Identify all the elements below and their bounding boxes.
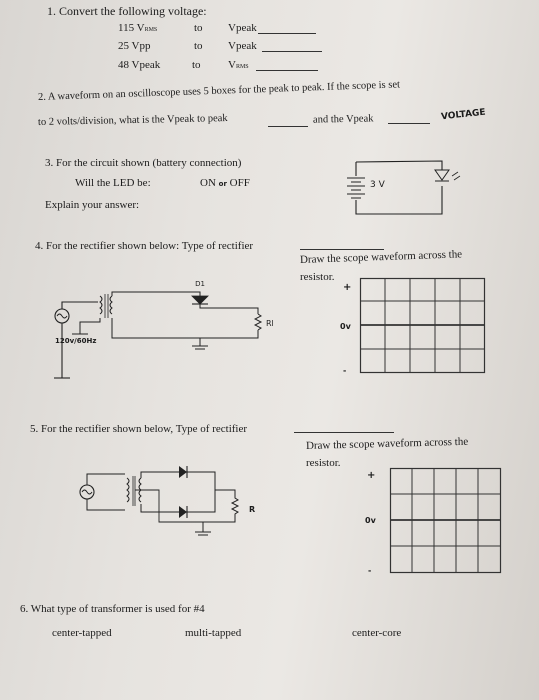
q3-line2: Will the LED be: (75, 177, 151, 189)
q5-minus-label: - (368, 566, 372, 575)
q6-line1: 6. What type of transformer is used for #4 (20, 603, 205, 615)
q4-scope-title-2: resistor. (300, 271, 335, 283)
q5-rectifier-circuit (75, 460, 275, 560)
q5-resistor-label: R (249, 505, 256, 514)
q3-circuit-diagram (338, 148, 478, 228)
q4-type-blank[interactable] (300, 249, 384, 250)
q2-line1: 2. A waveform on an oscilloscope uses 5 boxes for the peak to peak. If the scope is set (37, 79, 401, 103)
q3-line1: 3. For the circuit shown (battery connection) (45, 157, 242, 169)
q1-row3-to: to (192, 59, 201, 71)
q4-plus-label: + (343, 282, 352, 293)
q5-plus-label: + (367, 470, 376, 481)
q1-row1-blank[interactable] (258, 33, 316, 34)
q3-on-option[interactable]: ON or OFF (200, 177, 250, 189)
q3-battery-label: 3 V (370, 180, 385, 190)
q5-line1: 5. For the rectifier shown below, Type of rectifier (30, 423, 248, 435)
q4-scope-title-1: Draw the scope waveform across the (299, 248, 463, 266)
q2-handwritten-note: VOLTAGE (440, 107, 487, 123)
q6-option-center-tapped[interactable]: center-tapped (52, 627, 112, 639)
q4-source-label: 120v/60Hz (55, 337, 97, 345)
q6-option-center-core[interactable]: center-core (352, 627, 402, 639)
q4-line1: 4. For the rectifier shown below: Type of rectifier (35, 240, 254, 252)
q4-zero-label: 0v (340, 322, 351, 331)
q1-row2-to: to (194, 40, 203, 52)
q1-title: 1. Convert the following voltage: (47, 4, 207, 18)
q2-line2-b: and the Vpeak (312, 113, 374, 126)
q1-row1-target: Vpeak (228, 22, 257, 34)
q1-row3-target: VRMS (228, 59, 249, 71)
q1-row2-target: Vpeak (228, 40, 257, 52)
q2-vpeak-blank[interactable] (388, 123, 430, 124)
q3-line3: Explain your answer: (45, 199, 140, 211)
q1-row2-blank[interactable] (262, 51, 322, 52)
q1-row1-from: 115 VRMS (118, 22, 158, 34)
q5-scope-title-2: resistor. (306, 457, 341, 469)
q4-rectifier-circuit (40, 278, 300, 388)
q4-scope-grid[interactable] (360, 278, 486, 374)
q1-row3-from: 48 Vpeak (118, 59, 161, 71)
q5-zero-label: 0v (365, 516, 376, 525)
svg-text:D1: D1 (195, 280, 205, 288)
svg-text:Rl: Rl (266, 319, 274, 328)
q1-row2-from: 25 Vpp (118, 40, 151, 52)
q6-option-multi-tapped[interactable]: multi-tapped (185, 627, 242, 639)
q4-minus-label: - (343, 366, 347, 375)
q1-row3-blank[interactable] (256, 70, 318, 71)
q1-row1-to: to (194, 22, 203, 34)
q5-scope-grid[interactable] (390, 468, 502, 574)
q5-scope-title-1: Draw the scope waveform across the (305, 435, 469, 452)
q2-vpp-blank[interactable] (268, 126, 308, 127)
q5-type-blank[interactable] (294, 432, 394, 433)
q2-line2-a: to 2 volts/division, what is the Vpeak to peak (37, 113, 228, 128)
